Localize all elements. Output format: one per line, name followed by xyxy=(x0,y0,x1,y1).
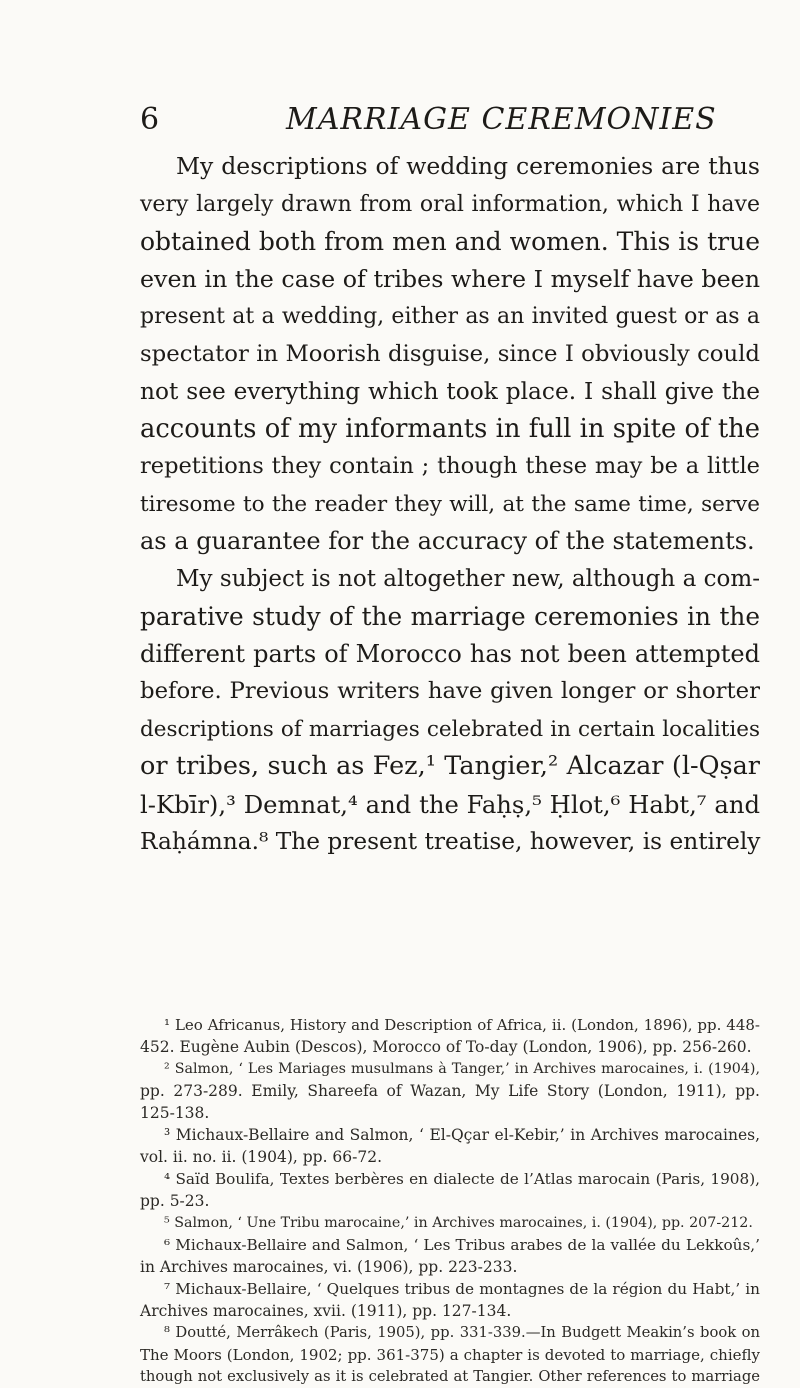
footnote-line: pp. 273-289. Emily, Shareefa of Wazan, My Life Story (London, 1911), pp. xyxy=(140,1082,760,1100)
footnote-line: in Archives marocaines, vi. (1906), pp. 223-233. xyxy=(140,1258,518,1276)
footnote-line: ⁶ Michaux-Bellaire and Salmon, ‘ Les Tribus arabes de la vallée du Lekkoûs,’ xyxy=(164,1236,760,1254)
footnote-line: ⁵ Salmon, ‘ Une Tribu marocaine,’ in Archives marocaines, i. (1904), pp. 207-212. xyxy=(164,1215,753,1231)
body-line: obtained both from men and women. This is true xyxy=(140,227,760,256)
body-line: Raḥámna.⁸ The present treatise, however, is entirely xyxy=(140,828,761,855)
body-line: present at a wedding, either as an invited guest or as a xyxy=(140,304,760,329)
body-text xyxy=(140,148,760,861)
footnote-line: The Moors (London, 1902; pp. 361-375) a chapter is devoted to marriage, chiefly xyxy=(140,1346,760,1364)
footnote-line: ² Salmon, ‘ Les Mariages musulmans à Tanger,’ in Archives marocaines, i. (1904), xyxy=(164,1061,760,1077)
running-head: MARRIAGE CEREMONIES xyxy=(286,102,717,137)
footnote-line: ⁸ Doutté, Merrâkech (Paris, 1905), pp. 331-339.—In Budgett Meakin’s book on xyxy=(164,1324,760,1341)
body-line: My descriptions of wedding ceremonies are thus xyxy=(176,152,760,180)
page-header xyxy=(140,98,760,148)
footnote-line: pp. 5-23. xyxy=(140,1192,210,1210)
body-line: parative study of the marriage ceremonies in the xyxy=(140,602,760,631)
footnote-line: though not exclusively as it is celebrated at Tangier. Other references to marriage xyxy=(140,1368,760,1385)
body-line: spectator in Moorish disguise, since I obviously could xyxy=(140,340,760,367)
body-line: before. Previous writers have given longer or shorter xyxy=(140,678,760,704)
footnote-line: ⁴ Saïd Boulifa, Textes berbères en dialecte de l’Atlas marocain (Paris, 1908), xyxy=(164,1170,760,1188)
footnote-line: 125-138. xyxy=(140,1104,210,1122)
footnotes xyxy=(140,1014,760,1388)
body-line: My subject is not altogether new, although a com- xyxy=(176,565,760,592)
body-line: repetitions they contain ; though these may be a little xyxy=(140,453,760,479)
body-line: even in the case of tribes where I myself have been xyxy=(140,264,760,293)
body-line: not see everything which took place. I shall give the xyxy=(140,378,760,405)
body-line: accounts of my informants in full in spite of the xyxy=(140,413,760,444)
footnote-line: Archives marocaines, xvii. (1911), pp. 127-134. xyxy=(140,1302,512,1320)
body-line: very largely drawn from oral information, which I have xyxy=(140,191,760,217)
body-line: or tribes, such as Fez,¹ Tangier,² Alcazar (l-Qṣar xyxy=(140,751,760,781)
footnote-line: ¹ Leo Africanus, History and Description of Africa, ii. (London, 1896), pp. 448- xyxy=(164,1016,760,1034)
body-line: descriptions of marriages celebrated in certain localities xyxy=(140,716,760,742)
body-line: as a guarantee for the accuracy of the statements. xyxy=(140,527,755,555)
body-line: different parts of Morocco has not been attempted xyxy=(140,639,760,668)
body-line: l-Kbīr),³ Demnat,⁴ and the Faḥṣ,⁵ Ḥlot,⁶ Habt,⁷ and xyxy=(140,789,760,819)
footnote-line: vol. ii. no. ii. (1904), pp. 66-72. xyxy=(140,1148,383,1166)
body-line: tiresome to the reader they will, at the same time, serve xyxy=(140,491,760,517)
footnote-line: 452. Eugène Aubin (Descos), Morocco of To-day (London, 1906), pp. 256-260. xyxy=(140,1038,752,1056)
page-number: 6 xyxy=(140,102,161,137)
footnote-line: ³ Michaux-Bellaire and Salmon, ‘ El-Qçar el-Kebir,’ in Archives marocaines, xyxy=(164,1126,760,1144)
footnote-line: ⁷ Michaux-Bellaire, ‘ Quelques tribus de montagnes de la région du Habt,’ in xyxy=(164,1280,760,1298)
